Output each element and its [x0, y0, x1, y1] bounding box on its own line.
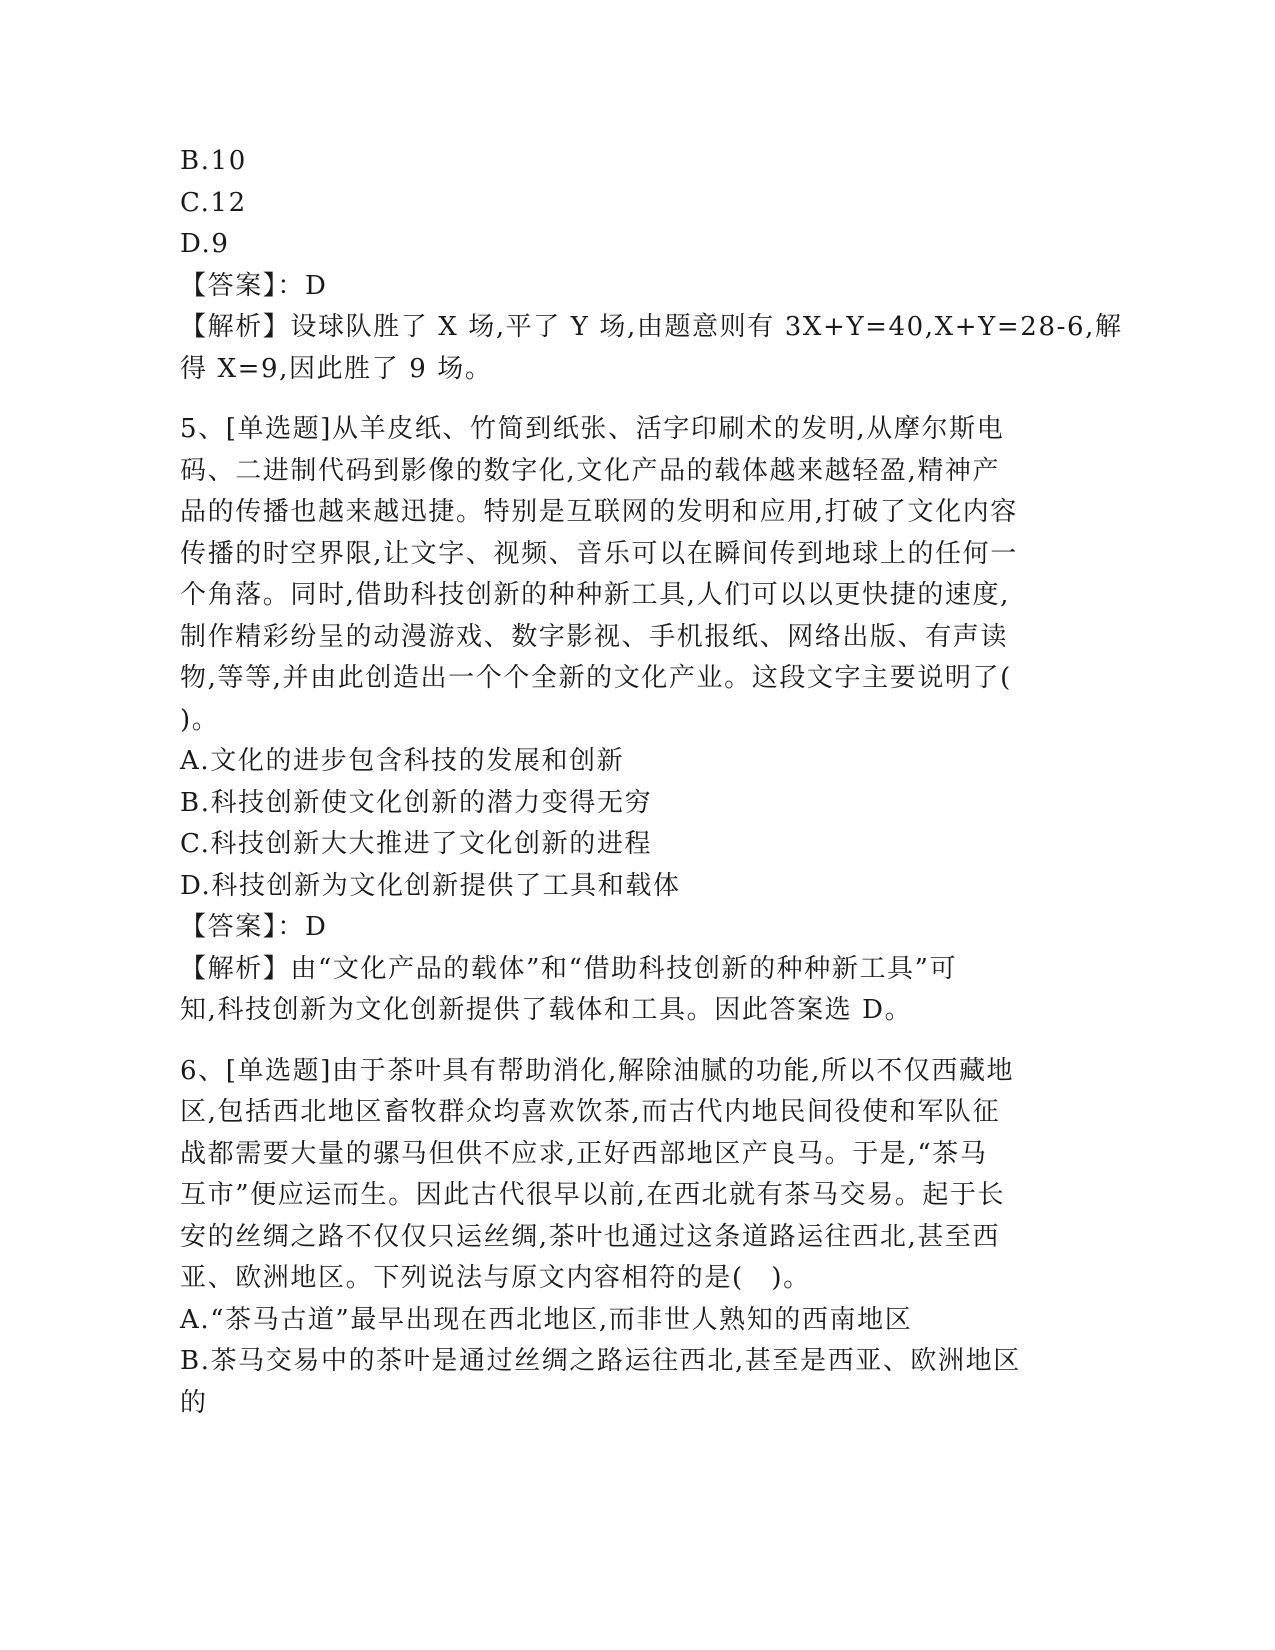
q5-stem-line: 物,等等,并由此创造出一个个全新的文化产业。这段文字主要说明了( — [180, 663, 1012, 693]
q5-stem-line: 5、[单选题]从羊皮纸、竹简到纸张、活字印刷术的发明,从摩尔斯电 — [180, 414, 1005, 444]
q4-analysis-line: 得 X=9,因此胜了 9 场。 — [180, 353, 493, 384]
q6-stem-line: 安的丝绸之路不仅仅只运丝绸,茶叶也通过这条道路运往西北,甚至西 — [180, 1221, 1001, 1252]
q4-analysis-line: 【解析】设球队胜了 X 场,平了 Y 场,由题意则有 3X+Y=40,X+Y=28-6,解 — [180, 312, 1123, 342]
q6-stem-line: 区,包括西北地区畜牧群众均喜欢饮茶,而古代内地民间役使和军队征 — [180, 1097, 1001, 1127]
q6-option-a: A.“茶马古道”最早出现在西北地区,而非世人熟知的西南地区 — [180, 1304, 913, 1335]
q5-stem-line: 传播的时空界限,让文字、视频、音乐可以在瞬间传到地球上的任何一 — [180, 538, 1018, 569]
q5-stem-line: 品的传播也越来越迅捷。特别是互联网的发明和应用,打破了文化内容 — [180, 497, 1018, 527]
q6-stem-line: 战都需要大量的骡马但供不应求,正好西部地区产良马。于是,“茶马 — [180, 1138, 988, 1169]
document-page — [180, 141, 1123, 1424]
q5-option-a: A.文化的进步包含科技的发展和创新 — [180, 746, 625, 776]
q6-option-b-continued: 的 — [180, 1387, 208, 1418]
q6-stem-line: 互市”便应运而生。因此古代很早以前,在西北就有茶马交易。起于长 — [180, 1180, 1006, 1210]
q4-answer: 【答案】：D — [180, 270, 328, 301]
q5-analysis-line: 知,科技创新为文化创新提供了载体和工具。因此答案选 D。 — [180, 995, 913, 1025]
q5-answer: 【答案】：D — [180, 912, 328, 942]
q5-option-c: C.科技创新大大推进了文化创新的进程 — [180, 829, 653, 859]
q6-stem-line: 6、[单选题]由于茶叶具有帮助消化,解除油腻的功能,所以不仅西藏地 — [180, 1055, 1015, 1086]
q5-analysis-line: 【解析】由“文化产品的载体”和“借助科技创新的种种新工具”可 — [180, 953, 958, 984]
question-gap — [180, 390, 1040, 409]
q5-stem-line: 制作精彩纷呈的动漫游戏、数字影视、手机报纸、网络出版、有声读 — [180, 621, 1009, 652]
q4-option-b: B.10 — [180, 146, 247, 176]
q4-option-d: D.9 — [180, 229, 230, 259]
q5-stem-line: )。 — [180, 704, 220, 735]
q5-option-d: D.科技创新为文化创新提供了工具和载体 — [180, 870, 681, 901]
q5-stem-line: 码、二进制代码到影像的数字化,文化产品的载体越来越轻盈,精神产 — [180, 455, 1001, 486]
question-gap — [180, 1032, 1040, 1051]
q6-stem-line: 亚、欧洲地区。下列说法与原文内容相符的是( )。 — [180, 1263, 811, 1293]
q5-stem-line: 个角落。同时,借助科技创新的种种新工具,人们可以以更快捷的速度, — [180, 580, 1010, 610]
q5-option-b: B.科技创新使文化创新的潜力变得无穷 — [180, 787, 653, 818]
q4-option-c: C.12 — [180, 187, 247, 218]
q6-option-b: B.茶马交易中的茶叶是通过丝绸之路运往西北,甚至是西亚、欧洲地区 — [180, 1346, 1021, 1376]
